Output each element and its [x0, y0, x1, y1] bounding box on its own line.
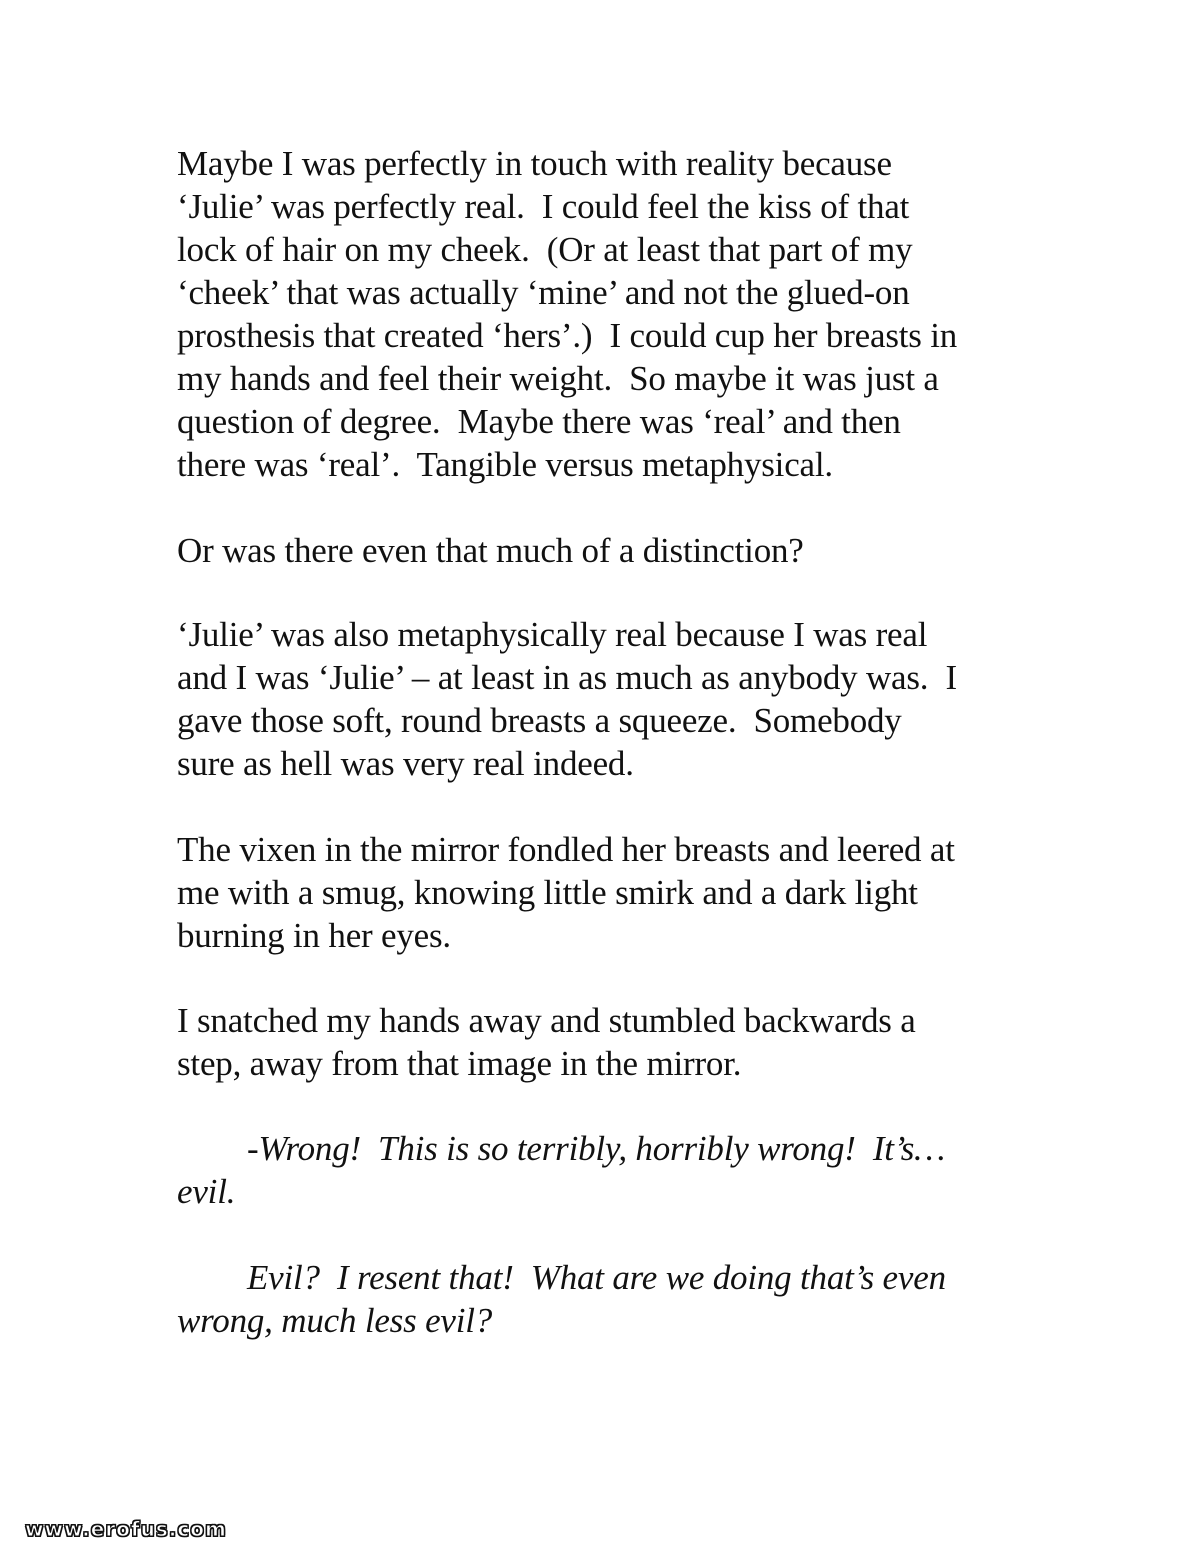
text-line: I snatched my hands away and stumbled backwards a: [177, 1001, 916, 1040]
paragraph-inner-thought-wrong: [177, 1127, 1027, 1213]
text-line: ‘cheek’ that was actually ‘mine’ and not the glued-on: [177, 273, 910, 312]
text-line: there was ‘real’. Tangible versus metaphysical.: [177, 445, 833, 484]
text-line: Or was there even that much of a distinction?: [177, 531, 804, 570]
text-line: -Wrong! This is so terribly, horribly wrong! It’s…: [247, 1129, 946, 1168]
text-line: ‘Julie’ was also metaphysically real because I was real: [177, 615, 928, 654]
text-line: prosthesis that created ‘hers’.) I could cup her breasts in: [177, 316, 958, 355]
text-line: ‘Julie’ was perfectly real. I could feel the kiss of that: [177, 187, 910, 226]
paragraph-distinction: [177, 529, 1027, 572]
paragraph-reality: [177, 142, 1027, 486]
text-line: wrong, much less evil?: [177, 1301, 493, 1340]
text-line: me with a smug, knowing little smirk and a dark light: [177, 873, 918, 912]
text-line: Evil? I resent that! What are we doing that’s even: [247, 1258, 946, 1297]
paragraph-mirror: [177, 828, 1027, 957]
text-line: Maybe I was perfectly in touch with reality because: [177, 144, 892, 183]
text-line: lock of hair on my cheek. (Or at least that part of my: [177, 230, 913, 269]
text-line: sure as hell was very real indeed.: [177, 744, 634, 783]
paragraph-stumbled: [177, 999, 1027, 1085]
text-line: question of degree. Maybe there was ‘real’ and then: [177, 402, 901, 441]
text-line: my hands and feel their weight. So maybe it was just a: [177, 359, 939, 398]
text-line: step, away from that image in the mirror.: [177, 1044, 742, 1083]
watermark: www.erofus.com: [16, 1514, 236, 1546]
paragraph-metaphysical: [177, 613, 1027, 785]
paragraph-inner-thought-evil: [177, 1256, 1027, 1342]
text-line: gave those soft, round breasts a squeeze. Somebody: [177, 701, 902, 740]
text-line: and I was ‘Julie’ – at least in as much as anybody was. I: [177, 658, 957, 697]
text-line: The vixen in the mirror fondled her breasts and leered at: [177, 830, 955, 869]
text-line: evil.: [177, 1172, 236, 1211]
text-line: burning in her eyes.: [177, 916, 451, 955]
